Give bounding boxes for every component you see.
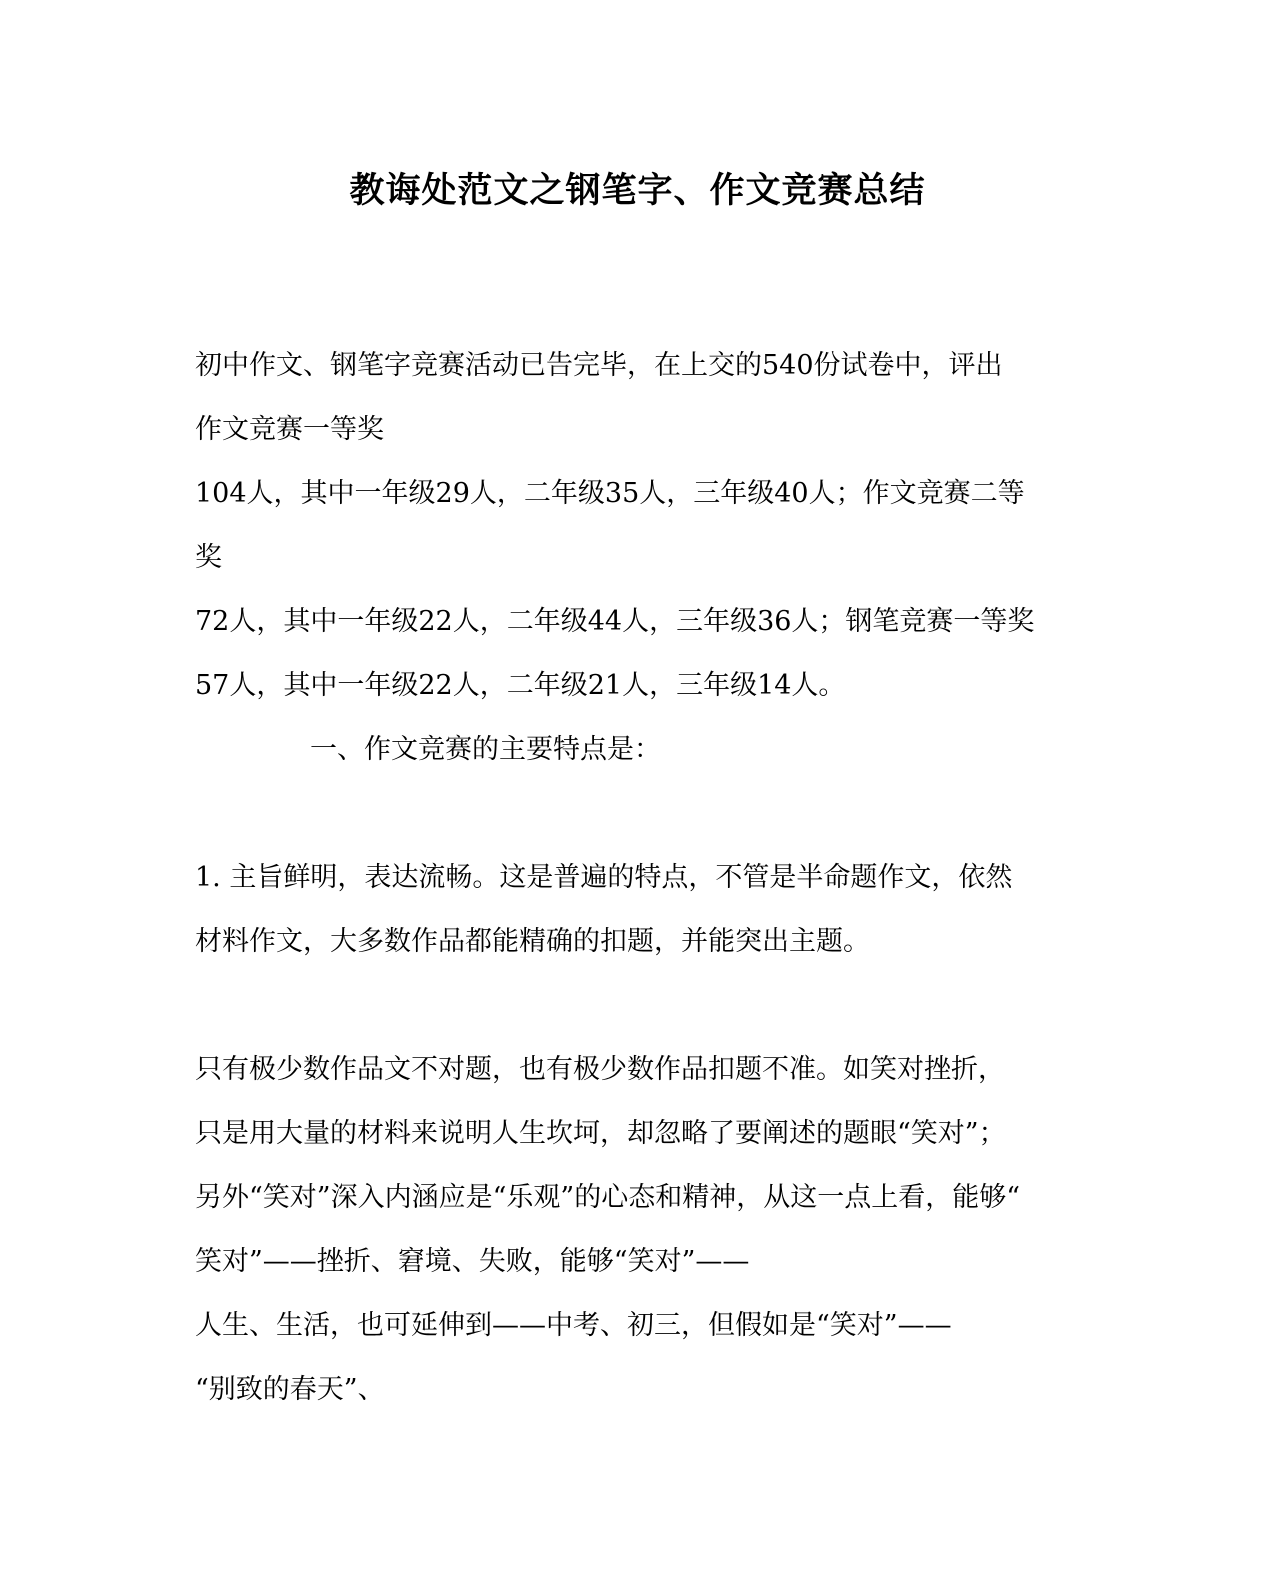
body-line: 作文竞赛一等奖 — [195, 414, 384, 445]
body-line: 57人，其中一年级22人，二年级21人，三年级14人。 — [195, 670, 846, 701]
section-heading: 一、作文竞赛的主要特点是： — [310, 734, 661, 765]
body-line: 奖 — [195, 542, 222, 573]
body-line: 另外“笑对”深入内涵应是“乐观”的心态和精神，从这一点上看，能够“ — [195, 1182, 1021, 1213]
body-line: “别致的春天”、 — [195, 1374, 385, 1405]
body-line: 人生、生活，也可延伸到——中考、初三，但假如是“笑对”—— — [195, 1310, 952, 1341]
body-line: 1. 主旨鲜明，表达流畅。这是普遍的特点，不管是半命题作文，依然 — [195, 862, 1013, 893]
body-line: 只是用大量的材料来说明人生坎坷，却忽略了要阐述的题眼“笑对”； — [195, 1118, 1006, 1149]
body-line: 初中作文、钢笔字竞赛活动已告完毕，在上交的540份试卷中，评出 — [195, 350, 1003, 381]
document-title: 教诲处范文之钢笔字、作文竞赛总结 — [349, 170, 926, 211]
body-line: 72人，其中一年级22人，二年级44人，三年级36人；钢笔竞赛一等奖 — [195, 606, 1035, 637]
body-line: 笑对”——挫折、窘境、失败，能够“笑对”—— — [195, 1246, 750, 1277]
body-line: 104人，其中一年级29人，二年级35人，三年级40人；作文竞赛二等 — [195, 478, 1025, 509]
body-line: 只有极少数作品文不对题，也有极少数作品扣题不准。如笑对挫折， — [195, 1054, 1005, 1085]
body-line: 材料作文，大多数作品都能精确的扣题，并能突出主题。 — [195, 926, 870, 957]
